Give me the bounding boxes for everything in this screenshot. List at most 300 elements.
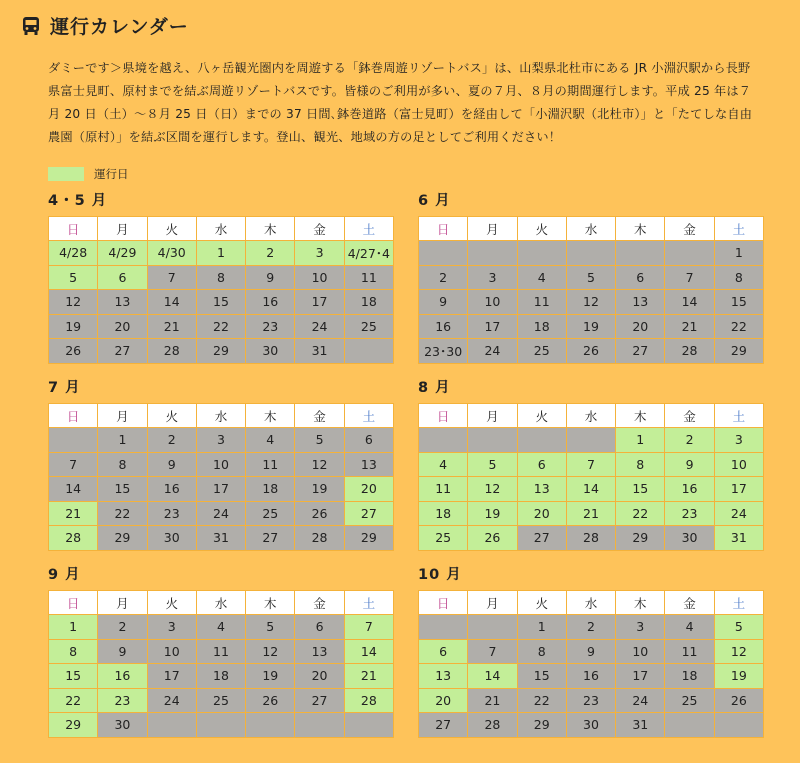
calendar-day-operating: 29 (49, 713, 98, 738)
calendar-day-operating: 26 (468, 526, 517, 551)
calendar-week-row (419, 314, 764, 339)
calendar-day (468, 241, 517, 266)
calendar-day: 10 (468, 290, 517, 315)
calendar-day (344, 339, 393, 364)
calendar-day: 4 (196, 615, 245, 640)
calendar-day: 31 (295, 339, 344, 364)
calendar-day: 11 (665, 639, 714, 664)
calendar-day: 25 (246, 501, 295, 526)
legend-swatch (48, 167, 84, 181)
calendar-week-row (419, 241, 764, 266)
calendar-week-row (419, 713, 764, 738)
calendar-day (295, 713, 344, 738)
calendar-day-operating: 5 (468, 452, 517, 477)
calendar-week-row (419, 265, 764, 290)
calendar-week-row (49, 452, 394, 477)
calendar-day: 24 (147, 688, 196, 713)
calendar-day: 18 (517, 314, 566, 339)
calendar-day: 19 (49, 314, 98, 339)
calendar-day: 4 (246, 428, 295, 453)
weekday-header: 木 (246, 591, 295, 615)
weekday-header: 木 (246, 217, 295, 241)
weekday-header: 日 (49, 217, 98, 241)
calendar-day (566, 428, 615, 453)
calendar-day: 18 (665, 664, 714, 689)
calendar-day: 18 (246, 477, 295, 502)
weekday-header-row (49, 217, 394, 241)
calendar-week-row (49, 241, 394, 266)
calendar-day: 15 (517, 664, 566, 689)
weekday-header: 土 (344, 591, 393, 615)
calendar-day-operating: 8 (49, 639, 98, 664)
calendar-day: 13 (344, 452, 393, 477)
calendar-day: 5 (295, 428, 344, 453)
weekday-header: 土 (714, 591, 763, 615)
page-title: 運行カレンダー (50, 16, 189, 38)
calendar-day-operating: 6 (419, 639, 468, 664)
weekday-header: 水 (196, 404, 245, 428)
calendar-day-operating: 12 (468, 477, 517, 502)
calendar-day-operating: 1 (49, 615, 98, 640)
calendar-day: 25 (196, 688, 245, 713)
calendar-day: 19 (295, 477, 344, 502)
weekday-header: 月 (98, 404, 147, 428)
calendar-day: 29 (196, 339, 245, 364)
calendar-day-operating: 4 (419, 452, 468, 477)
calendar-day-operating: 12 (714, 639, 763, 664)
calendar-day (419, 241, 468, 266)
calendar-day: 14 (665, 290, 714, 315)
weekday-header: 水 (566, 404, 615, 428)
calendar-day: 8 (196, 265, 245, 290)
calendar-day: 18 (196, 664, 245, 689)
calendar-day-operating: 2 (665, 428, 714, 453)
weekday-header: 日 (49, 591, 98, 615)
calendar-day: 10 (147, 639, 196, 664)
calendar-day: 9 (147, 452, 196, 477)
weekday-header: 火 (517, 217, 566, 241)
calendar-week-row (419, 477, 764, 502)
calendar-day: 23 (246, 314, 295, 339)
calendar-day: 13 (295, 639, 344, 664)
calendar-table (418, 590, 764, 738)
calendar-day: 23 (566, 688, 615, 713)
calendar-day: 30 (246, 339, 295, 364)
calendar-day-operating: 4/27･4 (344, 241, 393, 266)
calendar-day: 28 (147, 339, 196, 364)
calendar-day (246, 713, 295, 738)
calendar-day: 22 (98, 501, 147, 526)
page-header (22, 12, 189, 39)
calendar-day: 23･30 (419, 339, 468, 364)
calendar-week-row (419, 339, 764, 364)
calendar-day: 16 (419, 314, 468, 339)
calendar-day: 15 (714, 290, 763, 315)
calendar-day: 27 (517, 526, 566, 551)
calendar-day-operating: 6 (517, 452, 566, 477)
calendar-day: 25 (665, 688, 714, 713)
calendar-day-operating: 13 (517, 477, 566, 502)
calendar-day: 31 (196, 526, 245, 551)
calendar-day: 28 (295, 526, 344, 551)
calendar-day-operating: 27 (344, 501, 393, 526)
calendar-day-operating: 31 (714, 526, 763, 551)
month-calendar (418, 377, 764, 551)
calendar-day: 7 (665, 265, 714, 290)
calendar-day-operating: 17 (714, 477, 763, 502)
calendar-day-operating: 28 (49, 526, 98, 551)
calendar-table (48, 403, 394, 551)
weekday-header: 月 (468, 404, 517, 428)
calendar-week-row (49, 501, 394, 526)
month-title: 4・5 月 (48, 193, 108, 209)
calendar-day: 24 (196, 501, 245, 526)
weekday-header: 金 (665, 217, 714, 241)
calendar-day: 29 (344, 526, 393, 551)
weekday-header: 日 (49, 404, 98, 428)
calendar-day: 7 (147, 265, 196, 290)
calendar-day: 3 (468, 265, 517, 290)
calendar-week-row (419, 526, 764, 551)
calendar-day (468, 428, 517, 453)
calendar-day: 16 (147, 477, 196, 502)
calendar-week-row (419, 428, 764, 453)
calendar-day: 21 (468, 688, 517, 713)
calendar-day: 11 (517, 290, 566, 315)
calendar-day-operating: 10 (714, 452, 763, 477)
calendar-day-operating: 11 (419, 477, 468, 502)
calendar-day: 9 (98, 639, 147, 664)
calendar-day: 19 (246, 664, 295, 689)
calendar-week-row (49, 615, 394, 640)
calendar-day: 21 (147, 314, 196, 339)
weekday-header: 水 (566, 591, 615, 615)
calendar-day: 30 (98, 713, 147, 738)
month-title: 10 月 (418, 567, 462, 583)
calendar-day: 3 (147, 615, 196, 640)
weekday-header: 水 (196, 217, 245, 241)
calendar-day: 22 (196, 314, 245, 339)
calendar-day: 5 (246, 615, 295, 640)
legend-label: 運行日 (94, 167, 129, 181)
calendar-day: 2 (566, 615, 615, 640)
calendar-day: 6 (616, 265, 665, 290)
calendar-day: 17 (616, 664, 665, 689)
calendar-day: 22 (517, 688, 566, 713)
weekday-header: 月 (98, 217, 147, 241)
calendar-day: 9 (246, 265, 295, 290)
calendar-day: 10 (616, 639, 665, 664)
calendar-day: 10 (196, 452, 245, 477)
month-calendar (418, 190, 764, 364)
calendar-day: 12 (246, 639, 295, 664)
calendar-day: 11 (344, 265, 393, 290)
month-title: 8 月 (418, 380, 451, 396)
calendar-table (418, 403, 764, 551)
bus-icon (22, 16, 40, 36)
calendar-day-operating: 8 (616, 452, 665, 477)
calendar-day: 7 (49, 452, 98, 477)
calendar-week-row (49, 428, 394, 453)
calendar-day: 25 (344, 314, 393, 339)
calendar-week-row (419, 664, 764, 689)
weekday-header: 水 (566, 217, 615, 241)
calendar-day: 19 (566, 314, 615, 339)
calendar-day: 31 (616, 713, 665, 738)
calendar-day-operating: 6 (98, 265, 147, 290)
month-calendar (418, 564, 764, 738)
calendar-day-operating: 16 (98, 664, 147, 689)
weekday-header: 木 (616, 591, 665, 615)
weekday-header: 月 (468, 591, 517, 615)
weekday-header-row (419, 591, 764, 615)
weekday-header: 木 (616, 217, 665, 241)
calendar-day (147, 713, 196, 738)
calendar-day-operating: 18 (419, 501, 468, 526)
calendar-day: 14 (49, 477, 98, 502)
month-title: 7 月 (48, 380, 81, 396)
calendar-day-operating: 20 (517, 501, 566, 526)
calendar-day (517, 241, 566, 266)
calendar-day: 15 (196, 290, 245, 315)
calendar-day (517, 428, 566, 453)
calendar-day: 17 (147, 664, 196, 689)
calendar-day-operating: 21 (566, 501, 615, 526)
weekday-header: 日 (419, 404, 468, 428)
calendar-day-operating: 22 (616, 501, 665, 526)
calendar-day-operating: 13 (419, 664, 468, 689)
calendar-day: 11 (246, 452, 295, 477)
calendar-day: 9 (419, 290, 468, 315)
calendar-day-operating: 5 (49, 265, 98, 290)
calendar-day: 24 (295, 314, 344, 339)
calendar-day: 13 (98, 290, 147, 315)
calendar-day-operating: 20 (419, 688, 468, 713)
calendar-day: 25 (517, 339, 566, 364)
calendar-table (48, 216, 394, 364)
calendar-day: 30 (665, 526, 714, 551)
calendar-day-operating: 14 (566, 477, 615, 502)
calendar-day: 1 (714, 241, 763, 266)
calendar-day: 21 (665, 314, 714, 339)
calendar-day: 1 (517, 615, 566, 640)
calendar-day: 27 (419, 713, 468, 738)
calendar-day: 11 (196, 639, 245, 664)
calendar-day: 29 (517, 713, 566, 738)
calendar-day: 18 (344, 290, 393, 315)
calendar-day: 8 (517, 639, 566, 664)
calendar-day: 30 (147, 526, 196, 551)
calendar-day-operating: 3 (714, 428, 763, 453)
calendar-day (468, 615, 517, 640)
calendar-week-row (49, 339, 394, 364)
calendar-day: 26 (49, 339, 98, 364)
calendar-day-operating: 24 (714, 501, 763, 526)
calendar-day: 26 (246, 688, 295, 713)
calendar-day: 28 (665, 339, 714, 364)
calendar-day: 4 (517, 265, 566, 290)
weekday-header-row (49, 404, 394, 428)
calendar-week-row (419, 615, 764, 640)
weekday-header: 月 (468, 217, 517, 241)
calendar-day (665, 241, 714, 266)
calendar-day-operating: 20 (344, 477, 393, 502)
calendar-day-operating: 4/28 (49, 241, 98, 266)
calendar-day (344, 713, 393, 738)
weekday-header: 木 (246, 404, 295, 428)
calendar-day-operating: 19 (714, 664, 763, 689)
calendar-day: 16 (566, 664, 615, 689)
calendar-day: 26 (295, 501, 344, 526)
calendar-week-row (49, 526, 394, 551)
calendar-day: 28 (468, 713, 517, 738)
calendar-day-operating: 19 (468, 501, 517, 526)
legend (48, 166, 129, 182)
calendar-week-row (419, 501, 764, 526)
calendar-day-operating: 14 (468, 664, 517, 689)
weekday-header: 火 (147, 217, 196, 241)
calendar-day: 14 (147, 290, 196, 315)
weekday-header: 金 (665, 591, 714, 615)
month-calendar (48, 190, 394, 364)
weekday-header: 火 (517, 404, 566, 428)
calendar-day-operating: 16 (665, 477, 714, 502)
calendar-day-operating: 2 (246, 241, 295, 266)
calendar-day-operating: 5 (714, 615, 763, 640)
calendar-day: 27 (616, 339, 665, 364)
calendar-day: 8 (714, 265, 763, 290)
calendar-day: 17 (295, 290, 344, 315)
calendar-day: 29 (98, 526, 147, 551)
calendar-day: 2 (98, 615, 147, 640)
calendar-day (566, 241, 615, 266)
calendar-day: 29 (616, 526, 665, 551)
calendar-week-row (49, 477, 394, 502)
calendar-day-operating: 23 (665, 501, 714, 526)
calendar-day: 2 (419, 265, 468, 290)
calendar-day: 24 (468, 339, 517, 364)
weekday-header: 土 (714, 217, 763, 241)
calendar-week-row (49, 314, 394, 339)
calendar-day: 22 (714, 314, 763, 339)
calendar-day (419, 615, 468, 640)
calendar-day (616, 241, 665, 266)
calendar-day-operating: 15 (49, 664, 98, 689)
calendar-day-operating: 7 (344, 615, 393, 640)
calendar-day: 7 (468, 639, 517, 664)
weekday-header: 金 (665, 404, 714, 428)
calendar-day: 28 (566, 526, 615, 551)
calendar-day-operating: 21 (49, 501, 98, 526)
calendar-day: 27 (98, 339, 147, 364)
calendar-week-row (419, 639, 764, 664)
calendar-day: 17 (196, 477, 245, 502)
calendar-day: 6 (295, 615, 344, 640)
calendar-week-row (419, 688, 764, 713)
calendar-day: 5 (566, 265, 615, 290)
weekday-header-row (49, 591, 394, 615)
calendar-day-operating: 15 (616, 477, 665, 502)
calendar-day (665, 713, 714, 738)
calendar-day-operating: 4/29 (98, 241, 147, 266)
weekday-header: 日 (419, 217, 468, 241)
calendar-day (49, 428, 98, 453)
weekday-header: 火 (517, 591, 566, 615)
calendar-day-operating: 3 (295, 241, 344, 266)
calendar-day: 20 (616, 314, 665, 339)
month-title: 9 月 (48, 567, 81, 583)
calendar-day-operating: 7 (566, 452, 615, 477)
calendar-day: 20 (295, 664, 344, 689)
calendar-week-row (49, 713, 394, 738)
calendar-day: 3 (196, 428, 245, 453)
month-calendar (48, 377, 394, 551)
calendar-day: 16 (246, 290, 295, 315)
calendar-day: 20 (98, 314, 147, 339)
weekday-header: 土 (344, 217, 393, 241)
weekday-header: 土 (714, 404, 763, 428)
calendar-day-operating: 22 (49, 688, 98, 713)
calendar-day: 13 (616, 290, 665, 315)
calendar-day: 27 (295, 688, 344, 713)
calendar-day: 8 (98, 452, 147, 477)
weekday-header-row (419, 404, 764, 428)
calendar-week-row (49, 688, 394, 713)
calendar-day: 3 (616, 615, 665, 640)
calendar-day: 10 (295, 265, 344, 290)
weekday-header: 土 (344, 404, 393, 428)
weekday-header: 木 (616, 404, 665, 428)
calendar-day: 1 (98, 428, 147, 453)
calendar-day-operating: 28 (344, 688, 393, 713)
calendar-week-row (419, 290, 764, 315)
calendar-day: 12 (295, 452, 344, 477)
calendar-day: 12 (566, 290, 615, 315)
calendar-day: 26 (714, 688, 763, 713)
calendar-day: 17 (468, 314, 517, 339)
month-calendar (48, 564, 394, 738)
calendar-day: 30 (566, 713, 615, 738)
calendar-day: 15 (98, 477, 147, 502)
calendar-week-row (49, 290, 394, 315)
calendar-day: 27 (246, 526, 295, 551)
calendar-day-operating: 21 (344, 664, 393, 689)
calendar-day: 6 (344, 428, 393, 453)
description-text: ダミーです＞県境を越え、八ヶ岳観光圏内を周遊する「鉢巻周遊リゾートバス」は、山梨県北杜市にある JR 小淵沢駅から長野県富士見町、原村までを結ぶ周遊リゾートバスです。皆様のご利用が多い、夏の７月、８月の期間運行します。平成 25 年は７月 20 日（土）～８月 25 日（日）までの 37 日間､鉢巻道路（富士見町）を経由して「小淵沢駅（北杜市）」と「たてしな自由農園（原村）」を結ぶ区間を運行します。登山、観光、地域の方の足としてご利用ください！ (48, 61, 753, 144)
calendar-day: 9 (566, 639, 615, 664)
weekday-header-row (419, 217, 764, 241)
calendar-week-row (419, 452, 764, 477)
calendar-day: 26 (566, 339, 615, 364)
weekday-header: 金 (295, 591, 344, 615)
weekday-header: 月 (98, 591, 147, 615)
calendar-day-operating: 25 (419, 526, 468, 551)
calendar-day (419, 428, 468, 453)
calendar-week-row (49, 639, 394, 664)
calendar-day-operating: 14 (344, 639, 393, 664)
calendar-table (418, 216, 764, 364)
calendar-day: 23 (147, 501, 196, 526)
calendar-day-operating: 4/30 (147, 241, 196, 266)
calendar-day (196, 713, 245, 738)
month-title: 6 月 (418, 193, 451, 209)
calendar-day: 12 (49, 290, 98, 315)
weekday-header: 火 (147, 591, 196, 615)
calendar-day: 29 (714, 339, 763, 364)
weekday-header: 日 (419, 591, 468, 615)
calendar-day: 4 (665, 615, 714, 640)
weekday-header: 水 (196, 591, 245, 615)
